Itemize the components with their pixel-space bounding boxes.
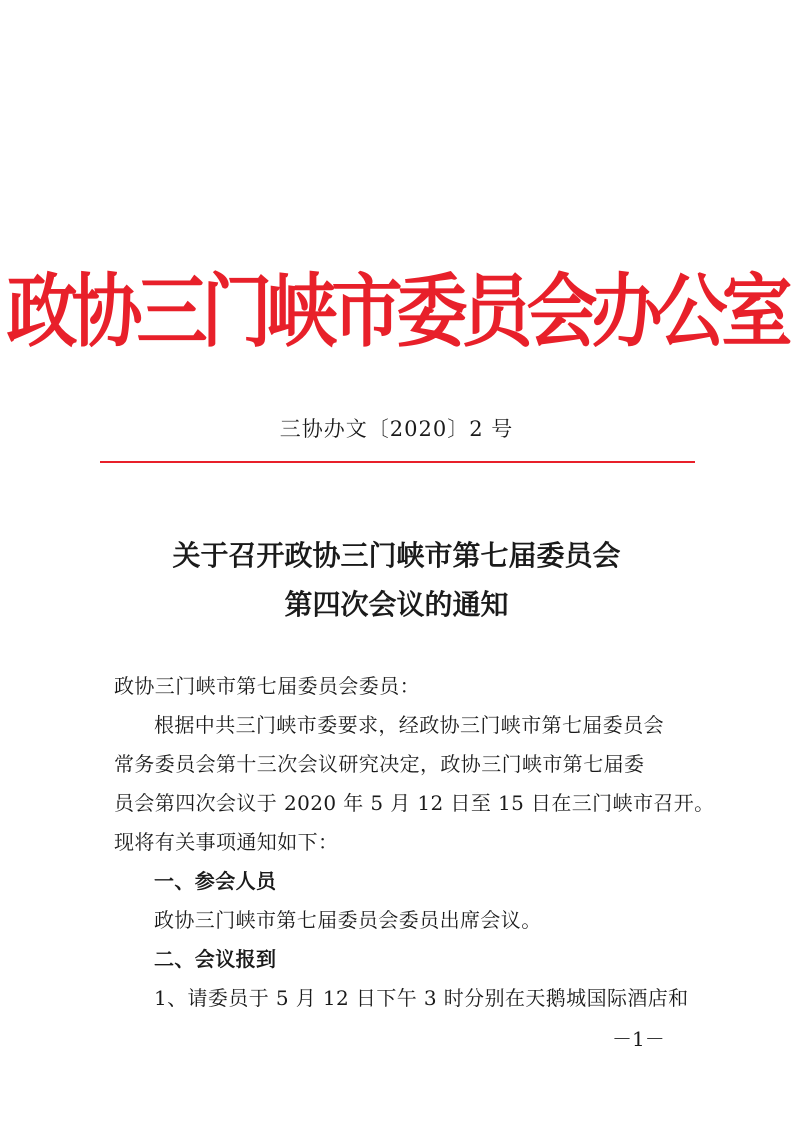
issuing-office-heading: 政协三门峡市委员会办公室 [6,264,787,358]
section-heading-attendees: 一、参会人员 [154,869,277,893]
section-heading-registration: 二、会议报到 [154,947,277,971]
red-divider-line [100,461,695,463]
registration-item-1: 1、请委员于 5 月 12 日下午 3 时分别在天鹅城国际酒店和 [154,986,689,1010]
intro-paragraph-line: 根据中共三门峡市委要求，经政协三门峡市第七届委员会 [154,713,664,737]
page-number: －1－ [612,1027,665,1051]
salutation: 政协三门峡市第七届委员会委员： [114,674,420,698]
document-title-line-2: 第四次会议的通知 [284,588,509,621]
intro-paragraph-line: 现将有关事项通知如下： [114,830,339,854]
intro-paragraph-line: 常务委员会第十三次会议研究决定，政协三门峡市第七届委 [114,752,645,776]
document-number: 三协办文〔2020〕2 号 [279,417,514,441]
intro-paragraph-line: 员会第四次会议于 2020 年 5 月 12 日至 15 日在三门峡市召开。 [114,791,715,815]
document-title-line-1: 关于召开政协三门峡市第七届委员会 [172,539,621,572]
section-text-attendees: 政协三门峡市第七届委员会委员出席会议。 [154,908,542,932]
